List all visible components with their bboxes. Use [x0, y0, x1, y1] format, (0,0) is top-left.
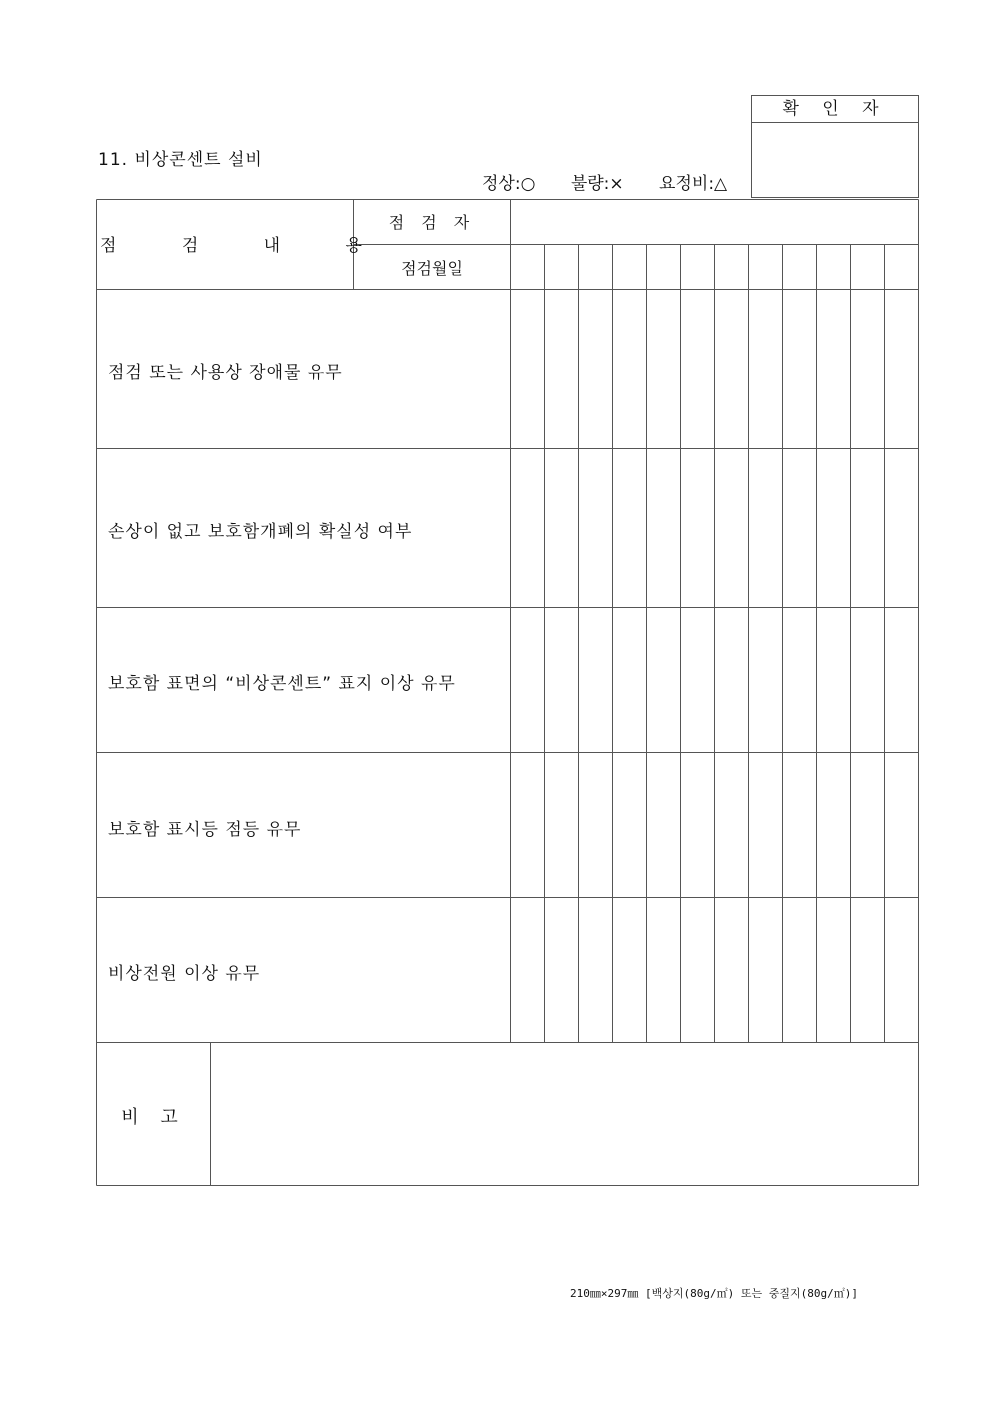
inspector-header: 점 검 자 [388, 213, 476, 232]
remarks-label: 비 고 [121, 1107, 186, 1128]
item-obstacle-label: 점검 또는 사용상 장애물 유무 [108, 363, 343, 383]
item-emergency-power-label: 비상전원 이상 유무 [108, 964, 261, 984]
legend-normal: 정상:○ [482, 174, 536, 194]
paper-spec-footer: 210㎜×297㎜ [백상지(80g/㎡) 또는 중질지(80g/㎡)] [570, 1287, 858, 1300]
item-indicator-light-label: 보호함 표시등 점등 유무 [108, 820, 302, 840]
form-title: 11. 비상콘센트 설비 [98, 150, 263, 170]
inspection-date-header: 점검월일 [401, 259, 463, 278]
legend-defect: 불량:× [570, 174, 624, 194]
content-header: 점 검 내 용 [100, 236, 392, 256]
item-damage-label: 손상이 없고 보호함개폐의 확실성 여부 [108, 522, 413, 542]
legend-maintenance: 요정비:△ [659, 174, 728, 194]
item-sign-label: 보호함 표면의 “비상콘센트” 표지 이상 유무 [108, 674, 456, 694]
confirmer-label: 확 인 자 [752, 96, 918, 123]
